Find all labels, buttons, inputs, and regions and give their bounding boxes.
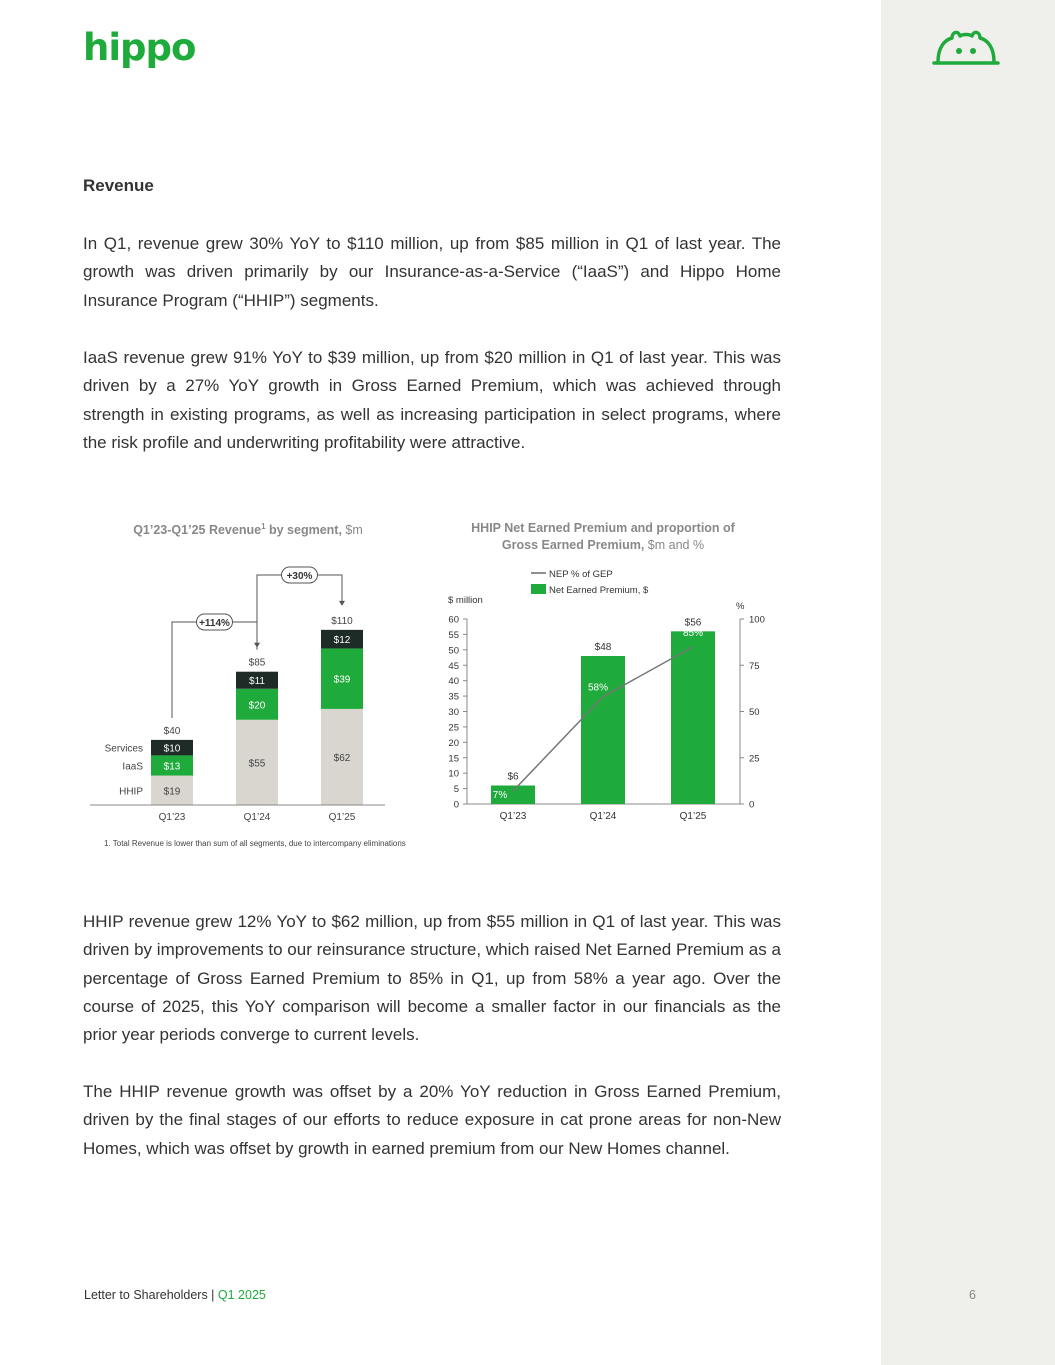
chart2-title-unit: $m and % <box>644 538 705 552</box>
chart1-title-tail: by segment, <box>265 523 342 537</box>
chart2-x-tick-label-2: Q1’25 <box>679 811 707 822</box>
left-tick-label-4: 20 <box>448 737 459 749</box>
nep-pct-label-1: 58% <box>587 682 609 694</box>
chart2-title-line1: HHIP Net Earned Premium and proportion of <box>471 521 735 535</box>
right-tick-label-3: 75 <box>749 660 760 672</box>
left-tick-label-0: 0 <box>453 799 459 811</box>
left-tick-label-8: 40 <box>448 676 459 688</box>
nep-bar-2 <box>671 631 715 804</box>
bar-label-iaas-1: $20 <box>248 700 266 712</box>
page-number: 6 <box>969 1288 976 1302</box>
chart1-footnote: 1. Total Revenue is lower than sum of all segments, due to intercompany eliminations <box>104 839 406 848</box>
segment-label-hhip: HHIP <box>119 786 143 798</box>
left-tick-label-11: 55 <box>448 629 459 641</box>
segment-label-services: Services <box>104 743 143 755</box>
nep-pct-label-2: 85% <box>682 627 704 639</box>
svg-text:Gross Earned Premium, $m and % <box>502 538 704 552</box>
nep-pct-label-0: 7% <box>492 790 508 802</box>
paragraph-hhip-offset: The HHIP revenue growth was offset by a 20% YoY reduction in Gross Earned Premium, driven by the final stages of our efforts to reduce exposure in cat prone areas for non-New Homes, which was offset by growth in earned premium from our New Homes channel. <box>83 1082 781 1158</box>
nep-bar-label-1: $48 <box>594 642 612 653</box>
footer-quarter: Q1 2025 <box>217 1288 266 1302</box>
bar-label-services-2: $12 <box>333 635 351 647</box>
x-tick-label-1: Q1’24 <box>243 812 271 823</box>
bar-label-hhip-0: $19 <box>163 786 181 798</box>
chart2-x-tick-label-1: Q1’24 <box>589 811 617 822</box>
bar-label-iaas-0: $13 <box>163 761 181 773</box>
legend-line-label: NEP % of GEP <box>549 569 613 580</box>
paragraph-revenue-overview: In Q1, revenue grew 30% YoY to $110 million, up from $85 million in Q1 of last year. The growth was driven primarily by our Insurance-as-a-Service (“IaaS”) and Hippo Home Insurance Program (“HHIP”) segments. <box>83 234 781 310</box>
legend-bar-swatch <box>531 584 546 594</box>
nep-bar-label-0: $6 <box>507 771 519 783</box>
paragraph-iaas: IaaS revenue grew 91% YoY to $39 million, up from $20 million in Q1 of last year. This was driven by a 27% YoY growth in Gross Earned Premium, which was achieved through strength in existing programs, as well as increasing participation in select programs, where the risk profile and underwriting profitability were attractive. <box>83 348 781 452</box>
right-tick-label-4: 100 <box>749 614 765 626</box>
total-label-0: $40 <box>163 725 181 737</box>
chart-hhip-nep <box>448 521 765 822</box>
chart1-title: Q1’23-Q1’25 Revenue <box>133 523 262 537</box>
page-sidebar <box>881 0 1055 1365</box>
segment-label-iaas: IaaS <box>122 761 143 773</box>
growth-label-1: +30% <box>286 571 313 582</box>
nep-bar-1 <box>581 656 625 804</box>
left-tick-label-3: 15 <box>448 753 459 765</box>
right-tick-label-1: 25 <box>749 753 760 765</box>
footer-text: Letter to Shareholders | <box>84 1288 218 1302</box>
growth-arrow-1 <box>339 601 345 606</box>
nep-bar-label-2: $56 <box>684 617 702 629</box>
left-tick-label-7: 35 <box>448 691 459 703</box>
chart-revenue-by-segment <box>90 522 406 848</box>
right-tick-label-2: 50 <box>749 707 760 718</box>
bar-label-hhip-2: $62 <box>333 752 351 764</box>
left-tick-label-1: 5 <box>453 784 459 796</box>
total-label-1: $85 <box>248 657 266 669</box>
x-tick-label-2: Q1’25 <box>328 812 356 823</box>
chart2-title-bold: Gross Earned Premium, <box>501 538 645 552</box>
bar-label-hhip-1: $55 <box>248 758 266 770</box>
bar-label-services-0: $10 <box>163 743 181 755</box>
legend-bar-label: Net Earned Premium, $ <box>549 585 649 596</box>
hippo-mascot-icon <box>932 28 1000 68</box>
x-tick-label-0: Q1’23 <box>158 812 186 823</box>
bar-label-iaas-2: $39 <box>333 674 351 686</box>
chart2-left-axis-label: $ million <box>448 595 483 606</box>
section-title: Revenue <box>83 176 154 195</box>
footer-title <box>84 1288 266 1302</box>
paragraph-hhip: HHIP revenue grew 12% YoY to $62 million, up from $55 million in Q1 of last year. This was driven by improvements to our reinsurance structure, which raised Net Earned Premium as a percentage of Gross Earned Premium to 85% in Q1, up from 58% a year ago. Over the course of 2025, this YoY comparison will become a smaller factor in our financials as the prior year periods converge to current levels. <box>83 912 781 1045</box>
chart1-title-unit: $m <box>341 523 363 537</box>
left-tick-label-6: 30 <box>448 707 459 718</box>
chart2-right-axis-label: % <box>736 601 745 612</box>
growth-label-0: +114% <box>199 618 230 629</box>
left-tick-label-2: 10 <box>448 768 459 780</box>
left-tick-label-9: 45 <box>448 660 459 672</box>
left-tick-label-10: 50 <box>448 645 459 657</box>
hippo-logo: hippo <box>83 26 196 69</box>
bar-label-services-1: $11 <box>249 676 265 688</box>
chart1-title-sup: 1 <box>261 522 266 531</box>
left-tick-label-5: 25 <box>448 722 459 734</box>
chart2-x-tick-label-0: Q1’23 <box>499 811 527 822</box>
right-tick-label-0: 0 <box>749 799 755 811</box>
left-tick-label-12: 60 <box>448 614 459 626</box>
total-label-2: $110 <box>331 615 353 627</box>
svg-text:Q1’23-Q1’25 Revenue1 by segmen <box>133 522 363 537</box>
